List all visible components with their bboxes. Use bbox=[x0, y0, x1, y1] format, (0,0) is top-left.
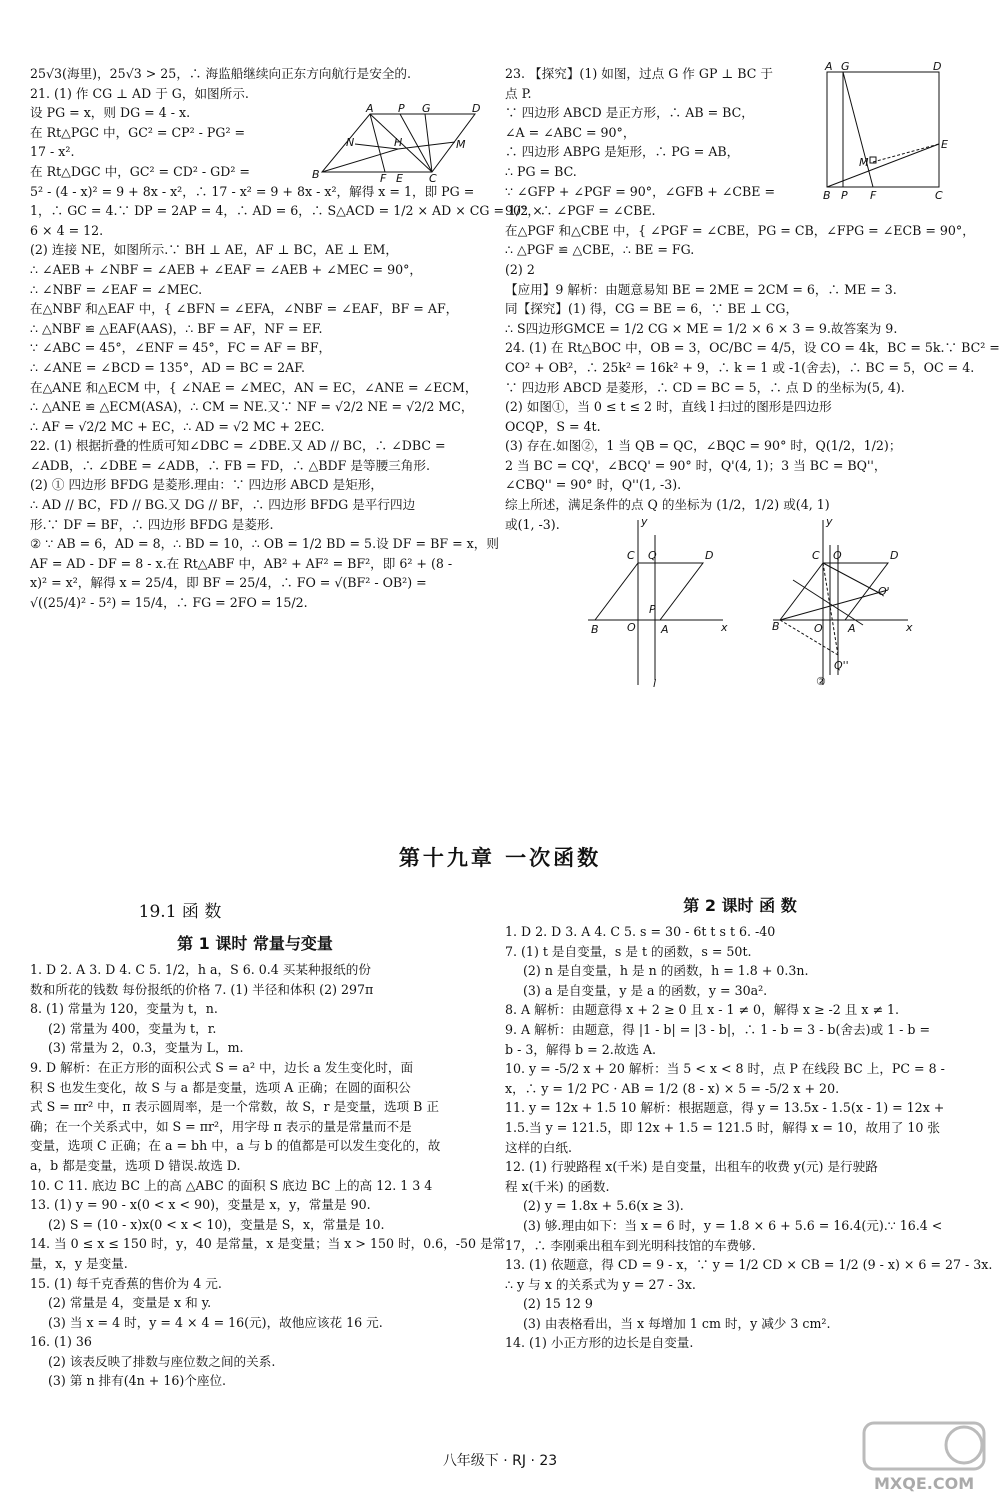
svg-text:F: F bbox=[380, 172, 387, 185]
left-bot-line: (2) S = (10 - x)x(0 < x < 10)，变量是 S，x，常量是 10. bbox=[48, 1216, 385, 1232]
svg-text:N: N bbox=[346, 136, 355, 149]
right-bot-line: (2) n 是自变量，h 是 n 的函数，h = 1.8 + 0.3n. bbox=[523, 963, 809, 979]
right-top-line: 90°，∴ ∠PGF = ∠CBE. bbox=[505, 203, 656, 219]
left-bot-line: (3) 当 x = 4 时，y = 4 × 4 = 16(元)，故他应该花 16 元. bbox=[48, 1314, 383, 1330]
left-top-line: ② ∵ AB = 6，AD = 8，∴ BD = 10，∴ OB = 1/2 BD = 5.设 DF = BF = x，则 bbox=[30, 536, 499, 552]
svg-text:A: A bbox=[848, 622, 856, 635]
left-bot-line: 变量，选项 C 正确；在 a = bh 中，a 与 b 的值都是可以发生变化的，故 bbox=[30, 1138, 441, 1154]
left-top-line: 在 Rt△PGC 中，GC² = CP² - PG² = bbox=[30, 124, 246, 140]
svg-text:M: M bbox=[859, 156, 869, 169]
svg-text:D: D bbox=[890, 549, 899, 562]
svg-text:E: E bbox=[941, 138, 948, 151]
left-top-line: AF = AD - DF = 8 - x.在 Rt△ABF 中，AB² + AF² = BF²，即 6² + (8 - bbox=[30, 555, 453, 571]
chapter-title: 第十九章 一次函数 bbox=[398, 846, 602, 870]
left-top-line: ∴ AD // BC，FD // BG.又 DG // BF，∴ 四边形 BFDG 是平行四边 bbox=[30, 497, 416, 513]
right-top-line: (2) 2 bbox=[505, 261, 535, 277]
svg-text:D: D bbox=[933, 60, 942, 73]
right-top-line: OCQP，S = 4t. bbox=[505, 418, 601, 434]
left-top-line: (2) ① 四边形 BFDG 是菱形.理由：∵ 四边形 ABCD 是矩形， bbox=[30, 477, 384, 493]
right-top-line: ∠A = ∠ABC = 90°， bbox=[505, 124, 636, 140]
left-bottom-column bbox=[30, 960, 506, 1391]
svg-text:E: E bbox=[396, 172, 403, 185]
right-bot-line: 7. (1) t 是自变量，s 是 t 的函数，s = 50t. bbox=[505, 943, 752, 959]
svg-text:B: B bbox=[772, 620, 780, 633]
left-top-line: ∴ AF = √2/2 MC + EC，∴ AD = √2 MC + 2EC. bbox=[30, 418, 325, 434]
right-bot-line: ∴ y 与 x 的关系式为 y = 27 - 3x. bbox=[505, 1276, 696, 1292]
right-top-line: 在△PGF 和△CBE 中，{ ∠PGF = ∠CBE，PG = CB，∠FPG = ∠ECB = 90°， bbox=[505, 222, 975, 238]
right-bot-line: 1. D 2. D 3. A 4. C 5. s = 30 - 6t t s t 6. -40 bbox=[505, 924, 776, 939]
right-bot-line: (2) 15 12 9 bbox=[523, 1296, 593, 1312]
figure-24-graph-1 bbox=[583, 515, 733, 690]
right-top-line: (3) 存在.如图②，1 当 QB = QC，∠BQC = 90° 时，Q(1/2，1/2)； bbox=[505, 438, 902, 454]
right-top-line: 点 P. bbox=[505, 85, 532, 101]
right-top-line: ∴ 四边形 ABPG 是矩形，∴ PG = AB， bbox=[505, 144, 740, 160]
svg-text:O: O bbox=[627, 621, 636, 634]
svg-text:Q: Q bbox=[648, 549, 657, 562]
left-bot-line: 1. D 2. A 3. D 4. C 5. 1/2，h a，S 6. 0.4 买某种报纸的份 bbox=[30, 962, 371, 977]
lesson-1-title: 第 1 课时 常量与变量 bbox=[177, 934, 333, 953]
right-top-line: ∠CBQ'' = 90° 时，Q''(1, -3). bbox=[505, 477, 682, 493]
right-bot-line: 这样的白纸. bbox=[505, 1139, 572, 1155]
svg-text:P: P bbox=[649, 603, 656, 616]
svg-text:Q'': Q'' bbox=[834, 659, 849, 672]
right-bot-line: 14. (1) 小正方形的边长是自变量. bbox=[505, 1335, 694, 1351]
left-top-line: ∵ ∠ABC = 45°，∠ENF = 45°，FC = AF = BF， bbox=[30, 340, 332, 356]
right-bot-line: 1.5.当 y = 121.5，即 12x + 1.5 = 121.5 时，解得 x = 10，故用了 10 张 bbox=[505, 1119, 940, 1135]
left-top-line: ∴ △NBF ≌ △EAF(AAS)，∴ BF = AF，NF = EF. bbox=[30, 320, 323, 336]
right-top-line: CO² + OB²，∴ 25k² = 16k² + 9，∴ k = 1 或 -1(舍去)，∴ BC = 5，OC = 4. bbox=[505, 359, 975, 375]
right-bottom-column bbox=[505, 922, 993, 1353]
left-bot-line: 9. D 解析：在正方形的面积公式 S = a² 中，边长 a 发生变化时，面 bbox=[30, 1059, 414, 1075]
svg-text:B: B bbox=[823, 189, 831, 202]
left-top-line: 在△ANE 和△ECM 中，{ ∠NAE = ∠MEC，AN = EC，∠ANE = ∠ECM， bbox=[30, 379, 478, 395]
svg-text:G: G bbox=[422, 102, 431, 115]
right-top-line: 2 当 BC = CQ'，∠BCQ' = 90° 时，Q'(4, 1)；3 当 BC = BQ''， bbox=[505, 457, 887, 473]
right-top-line: ∴ PG = BC. bbox=[505, 163, 577, 179]
left-bot-line: 13. (1) y = 90 - x(0 < x < 90)，变量是 x，y，常量是 90. bbox=[30, 1197, 371, 1213]
left-bot-line: (2) 该表反映了排数与座位数之间的关系. bbox=[48, 1353, 276, 1369]
left-bot-line: (3) 第 n 排有(4n + 16)个座位. bbox=[48, 1373, 227, 1389]
svg-text:y: y bbox=[826, 515, 833, 528]
svg-text:P: P bbox=[398, 102, 405, 115]
right-bot-line: (2) y = 1.8x + 5.6(x ≥ 3). bbox=[523, 1198, 684, 1214]
right-bot-line: 12. (1) 行驶路程 x(千米) 是自变量，出租车的收费 y(元) 是行驶路 bbox=[505, 1159, 878, 1175]
left-top-line: 17 - x². bbox=[30, 144, 75, 160]
right-top-line: 【应用】9 解析：由题意易知 BE = 2ME = 2CM = 6，∴ ME = 3. bbox=[505, 281, 897, 297]
svg-text:②: ② bbox=[816, 675, 826, 688]
left-top-line: (2) 连接 NE，如图所示.∵ BH ⊥ AE，AF ⊥ BC，AE ⊥ EM， bbox=[30, 242, 399, 258]
left-top-line: 形.∵ DF = BF，∴ 四边形 BFDG 是菱形. bbox=[30, 516, 274, 532]
svg-text:Q': Q' bbox=[878, 585, 890, 598]
right-bot-line: 9. A 解析：由题意，得 |1 - b| = |3 - b|，∴ 1 - b = 3 - b(舍去)或 1 - b = bbox=[505, 1021, 930, 1037]
right-top-line: 24. (1) 在 Rt△BOC 中，OB = 3，OC/BC = 4/5，设 CO = 4k，BC = 5k.∵ BC² = bbox=[505, 340, 1000, 356]
right-top-line: 综上所述，满足条件的点 Q 的坐标为 (1/2，1/2) 或(4, 1) bbox=[505, 497, 830, 513]
right-bot-line: 8. A 解析：由题意得 x + 2 ≥ 0 且 x - 1 ≠ 0，解得 x ≥ -2 且 x ≠ 1. bbox=[505, 1002, 900, 1018]
svg-text:B: B bbox=[591, 623, 599, 636]
svg-text:H: H bbox=[394, 136, 403, 149]
svg-text:MXQE.COM: MXQE.COM bbox=[874, 1474, 975, 1493]
svg-text:G: G bbox=[841, 60, 850, 73]
left-bot-line: 量，x，y 是变量. bbox=[30, 1255, 128, 1271]
right-bot-line: 11. y = 12x + 1.5 10 解析：根据题意，得 y = 13.5x - 1.5(x - 1) = 12x + bbox=[505, 1100, 945, 1116]
svg-text:x: x bbox=[721, 621, 728, 634]
svg-text:C: C bbox=[429, 172, 437, 185]
left-top-line: x)² = x²，解得 x = 25/4，即 BF = 25/4，∴ FO = √(BF² - OB²) = bbox=[30, 575, 427, 591]
left-top-line: ∴ ∠AEB + ∠NBF = ∠AEB + ∠EAF = ∠AEB + ∠MEC = 90°， bbox=[30, 261, 422, 277]
svg-text:y: y bbox=[641, 515, 648, 528]
left-bot-line: (3) 常量为 2，0.3，变量为 L，m. bbox=[48, 1040, 244, 1056]
right-bot-line: 10. y = -5/2 x + 20 解析：当 5 < x < 8 时，点 P 在线段 BC 上，PC = 8 - bbox=[505, 1061, 945, 1077]
right-bot-line: 程 x(千米) 的函数. bbox=[505, 1178, 610, 1194]
right-top-line: ∵ 四边形 ABCD 是正方形，∴ AB = BC， bbox=[505, 105, 754, 121]
right-top-line: 或(1, -3). bbox=[505, 516, 560, 532]
left-bot-line: (2) 常量为 400，变量为 t，r. bbox=[48, 1020, 217, 1036]
right-bot-line: (3) 够.理由如下：当 x = 6 时，y = 1.8 × 6 + 5.6 = 16.4(元).∵ 16.4 < bbox=[523, 1217, 943, 1233]
right-bot-line: 13. (1) 依题意，得 CD = 9 - x，∵ y = 1/2 CD × CB = 1/2 (9 - x) × 6 = 27 - 3x. bbox=[505, 1257, 993, 1273]
left-top-line: 在△NBF 和△EAF 中，{ ∠BFN = ∠EFA，∠NBF = ∠EAF，BF = AF， bbox=[30, 301, 459, 317]
svg-text:B: B bbox=[312, 168, 320, 181]
left-bot-line: 式 S = πr² 中，π 表示圆周率，是一个常数，故 S，r 是变量，选项 B 正 bbox=[30, 1099, 439, 1115]
right-bot-line: 17，∴ 李刚乘出租车到光明科技馆的车费够. bbox=[505, 1237, 756, 1253]
left-top-line: ∴ △ANE ≌ △ECM(ASA)，∴ CM = NE.又∵ NF = √2/2 NE = √2/2 MC， bbox=[30, 399, 474, 415]
svg-text:A: A bbox=[825, 60, 833, 73]
page-footer: 八年级下 · RJ · 23 bbox=[442, 1453, 558, 1469]
left-top-line: 5² - (4 - x)² = 9 + 8x - x²，∴ 17 - x² = 9 + 8x - x²，解得 x = 1，即 PG = bbox=[30, 183, 475, 199]
svg-text:D: D bbox=[705, 549, 714, 562]
right-bot-line: x，∴ y = 1/2 PC · AB = 1/2 (8 - x) × 5 = -5/2 x + 20. bbox=[505, 1080, 840, 1096]
figure-23-square bbox=[815, 62, 950, 202]
svg-text:C: C bbox=[812, 549, 820, 562]
left-top-line: 22. (1) 根据折叠的性质可知∠DBC = ∠DBE.又 AD // BC，∴ ∠DBC = bbox=[30, 438, 446, 454]
left-bot-line: 数和所花的钱数 每份报纸的价格 7. (1) 半径和体积 (2) 297π bbox=[30, 981, 374, 997]
svg-text:Q: Q bbox=[833, 549, 842, 562]
svg-text:C: C bbox=[935, 189, 943, 202]
right-bot-line: (3) a 是自变量，y 是 a 的函数，y = 30a². bbox=[523, 982, 768, 998]
section-title-19-1: 19.1 函 数 bbox=[138, 902, 222, 922]
left-top-line: 21. (1) 作 CG ⊥ AD 于 G，如图所示. bbox=[30, 85, 249, 101]
left-top-line: 设 PG = x，则 DG = 4 - x. bbox=[30, 105, 191, 121]
right-top-line: 同【探究】(1) 得，CG = BE = 6，∵ BE ⊥ CG， bbox=[505, 301, 799, 317]
svg-text:P: P bbox=[841, 189, 848, 202]
figure-21-parallelogram bbox=[310, 104, 480, 184]
svg-text:l: l bbox=[653, 677, 657, 690]
right-bot-line: b - 3，解得 b = 2.故选 A. bbox=[505, 1041, 657, 1057]
left-bot-line: 积 S 也发生变化，故 S 与 a 都是变量，选项 A 正确；在圆的面积公 bbox=[30, 1079, 411, 1095]
svg-text:D: D bbox=[472, 102, 481, 115]
watermark-logo bbox=[860, 1415, 990, 1495]
lesson-2-title: 第 2 课时 函 数 bbox=[683, 896, 797, 915]
left-bot-line: 10. C 11. 底边 BC 上的高 △ABC 的面积 S 底边 BC 上的高 12. 1 3 4 bbox=[30, 1177, 433, 1193]
left-top-line: 在 Rt△DGC 中，GC² = CD² - GD² = bbox=[30, 163, 250, 179]
right-top-line: ∴ △PGF ≌ △CBE，∴ BE = FG. bbox=[505, 242, 695, 258]
right-bot-line: (3) 由表格看出，当 x 每增加 1 cm 时，y 减少 3 cm². bbox=[523, 1315, 831, 1331]
right-top-line: 23. 【探究】(1) 如图，过点 G 作 GP ⊥ BC 于 bbox=[505, 66, 773, 81]
svg-text:O: O bbox=[814, 622, 823, 635]
left-top-line: 6 × 4 = 12. bbox=[30, 222, 104, 238]
svg-text:A: A bbox=[661, 623, 669, 636]
figure-24-graph-2 bbox=[768, 515, 918, 690]
right-top-line: ∵ 四边形 ABCD 是菱形，∴ CD = BC = 5，∴ 点 D 的坐标为(5, 4). bbox=[505, 379, 905, 395]
left-bot-line: 16. (1) 36 bbox=[30, 1334, 92, 1350]
right-top-line: ∴ S四边形GMCE = 1/2 CG × ME = 1/2 × 6 × 3 = 9.故答案为 9. bbox=[505, 320, 898, 336]
left-bot-line: 15. (1) 每千克香蕉的售价为 4 元. bbox=[30, 1275, 222, 1291]
left-top-line: ∠ADB，∴ ∠DBE = ∠ADB，∴ FB = FD，∴ △BDF 是等腰三角形. bbox=[30, 457, 430, 473]
left-bot-line: a，b 都是变量，选项 D 错误.故选 D. bbox=[30, 1157, 241, 1173]
left-bot-line: 确；在一个关系式中，如 S = πr²，用字母 π 表示的量是常量而不是 bbox=[30, 1118, 412, 1134]
fig21-label-a: A bbox=[366, 102, 374, 115]
left-bot-line: (2) 常量是 4，变量是 x 和 y. bbox=[48, 1295, 212, 1311]
left-top-line: 1，∴ GC = 4.∵ DP = 2AP = 4，∴ AD = 6，∴ S△ACD = 1/2 × AD × CG = 1/2 × bbox=[30, 203, 543, 219]
svg-text:C: C bbox=[627, 549, 635, 562]
svg-text:F: F bbox=[870, 189, 877, 202]
svg-text:x: x bbox=[906, 621, 913, 634]
left-top-line: √((25/4)² - 5²) = 15/4，∴ FG = 2FO = 15/2. bbox=[30, 595, 308, 611]
left-top-line: ∴ ∠NBF = ∠EAF = ∠MEC. bbox=[30, 281, 203, 297]
left-bot-line: 8. (1) 常量为 120，变量为 t，n. bbox=[30, 1001, 218, 1017]
right-top-line: ∵ ∠GFP + ∠PGF = 90°，∠GFB + ∠CBE = bbox=[505, 183, 776, 199]
right-top-line: (2) 如图①，当 0 ≤ t ≤ 2 时，直线 l 扫过的图形是四边形 bbox=[505, 399, 832, 415]
left-top-line: 25√3(海里)，25√3 > 25，∴ 海监船继续向正东方向航行是安全的. bbox=[30, 66, 412, 81]
left-top-line: ∴ ∠ANE = ∠BCD = 135°，AD = BC = 2AF. bbox=[30, 359, 306, 375]
svg-text:M: M bbox=[456, 138, 466, 151]
left-bot-line: 14. 当 0 ≤ x ≤ 150 时，y，40 是常量，x 是变量；当 x > 150 时，0.6，-50 是常 bbox=[30, 1236, 506, 1252]
